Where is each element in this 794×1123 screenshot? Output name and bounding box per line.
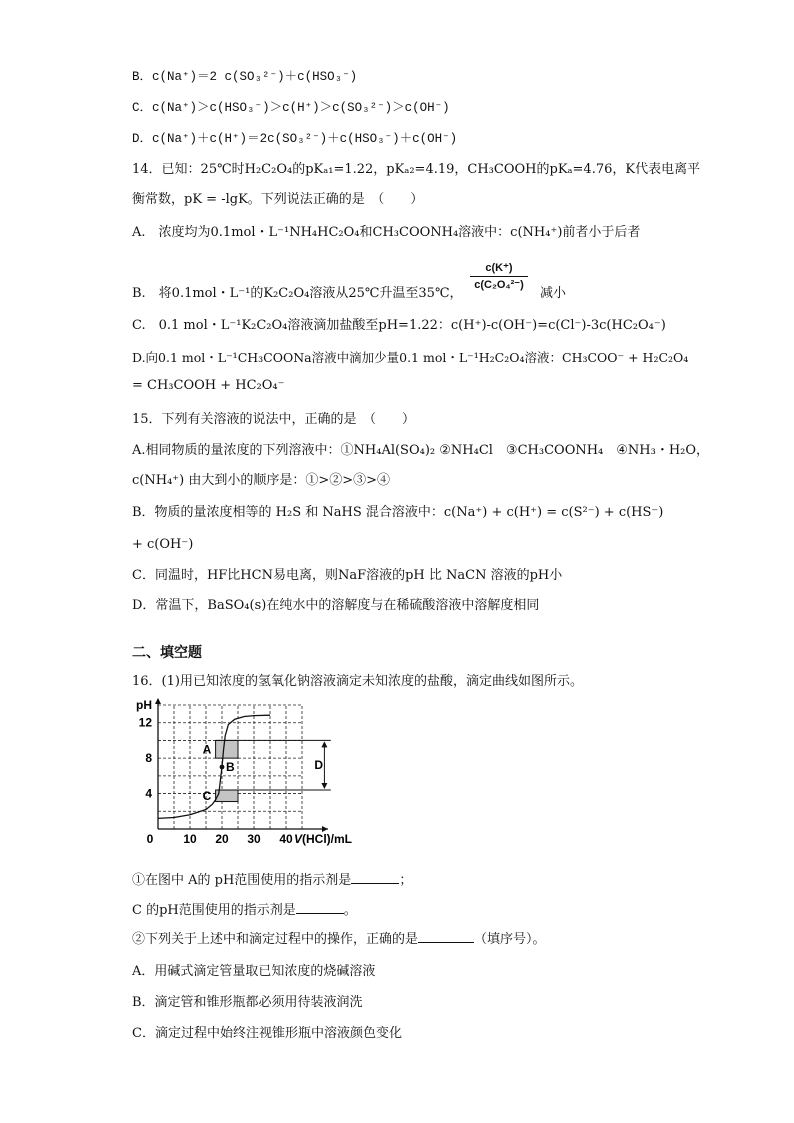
y-tick-label: 12 xyxy=(138,715,152,730)
y-tick-label: 8 xyxy=(145,751,152,766)
q15-option-a-line2: c(NH₄⁺) 由大到小的顺序是：①>②>③>④ xyxy=(132,473,391,488)
point-b-marker xyxy=(220,765,225,770)
y-tick-label: 4 xyxy=(145,786,152,801)
q16-part1-a-text: ①在图中 A的 pH范围使用的指示剂是 xyxy=(132,873,352,888)
y-axis-label: pH xyxy=(136,698,152,712)
q16-part2-text: ②下列关于上述中和滴定过程中的操作，正确的是 xyxy=(132,932,419,947)
q16-option-b: B．滴定管和锥形瓶都必须用待装液润洗 xyxy=(132,995,363,1010)
section-heading: 二、填空题 xyxy=(132,645,202,661)
q16-part1-c-end: 。 xyxy=(343,903,357,918)
q13-option-b: B．c(Na⁺)＝2 c(SO₃²⁻)＋c(HSO₃⁻) xyxy=(132,70,358,84)
x-axis-label: V(HCl)/mL xyxy=(294,832,353,846)
q15-option-d: D．常温下，BaSO₄(s)在纯水中的溶解度与在稀硫酸溶液中溶解度相同 xyxy=(132,598,540,613)
x-tick-label: 20 xyxy=(215,832,229,846)
x-tick-label: 40 xyxy=(279,832,293,846)
fraction-bar xyxy=(470,276,528,277)
y-axis-arrow xyxy=(155,698,161,704)
q16-part1-a xyxy=(132,873,412,889)
x-tick-label: 30 xyxy=(247,832,261,846)
range-d-label: D xyxy=(314,758,324,773)
region-a xyxy=(216,740,238,758)
q14-option-c: C. 0.1 mol・L⁻¹K₂C₂O₄溶液滴加盐酸至pH=1.22：c(H⁺)-c(OH⁻)=c(Cl⁻)-3c(HC₂O₄⁻) xyxy=(132,318,666,333)
q16-part1-c-text: C 的pH范围使用的指示剂是 xyxy=(132,903,296,918)
fraction-numerator: c(K⁺) xyxy=(485,262,513,274)
q15-option-c: C．同温时，HF比HCN易电离，则NaF溶液的pH 比 NaCN 溶液的pH小 xyxy=(132,568,563,583)
x-axis-label-variable: V xyxy=(294,832,303,846)
q16-option-c: C．滴定过程中始终注视锥形瓶中溶液颜色变化 xyxy=(132,1026,402,1041)
region-c-label: C xyxy=(202,788,212,803)
fraction-denominator: c(C₂O₄²⁻) xyxy=(474,279,524,291)
region-a-label: A xyxy=(202,742,212,757)
q14-stem-line1: 14．已知：25℃时H₂C₂O₄的pKₐ₁=1.22，pKₐ₂=4.19，CH₃COOH的pKₐ=4.76，K代表电离平 xyxy=(132,162,701,177)
answer-blank-2[interactable] xyxy=(418,932,474,943)
answer-blank-a[interactable] xyxy=(351,873,399,884)
q14-stem-line2: 衡常数，pK = -lgK。下列说法正确的是 （ ） xyxy=(132,192,424,207)
q14-option-d-line2: = CH₃COOH + HC₂O₄⁻ xyxy=(132,378,285,393)
q16-stem: 16．(1)用已知浓度的氢氧化钠溶液滴定未知浓度的盐酸，滴定曲线如图所示。 xyxy=(132,674,583,689)
answer-blank-c[interactable] xyxy=(296,903,344,914)
q16-option-a: A．用碱式滴定管量取已知浓度的烧碱溶液 xyxy=(132,964,376,979)
point-b-label: B xyxy=(226,760,235,774)
ratio-fraction xyxy=(468,261,530,292)
titration-chart-svg xyxy=(130,697,365,862)
q14-option-a: A. 浓度均为0.1mol・L⁻¹NH₄HC₂O₄和CH₃COONH₄溶液中：c(NH₄⁺)前者小于后者 xyxy=(132,225,641,240)
q16-part1-a-end: ； xyxy=(399,873,413,888)
x-tick-label: 10 xyxy=(183,832,197,846)
q13-option-c: C．c(Na⁺)＞c(HSO₃⁻)＞c(H⁺)＞c(SO₃²⁻)＞c(OH⁻) xyxy=(132,101,450,115)
range-d-arrow-up xyxy=(321,741,327,747)
q15-option-b-line1: B．物质的量浓度相等的 H₂S 和 NaHS 混合溶液中：c(Na⁺) + c(H⁺) = c(S²⁻) + c(HS⁻) xyxy=(132,505,664,520)
q14-option-d-line1: D.向0.1 mol・L⁻¹CH₃COONa溶液中滴加少量0.1 mol・L⁻¹H₂C₂O₄溶液：CH₃COO⁻ + H₂C₂O₄ xyxy=(132,350,689,365)
q15-option-b-line2: + c(OH⁻) xyxy=(132,537,194,552)
titration-curve xyxy=(158,715,270,818)
q14-option-b-suffix: 减小 xyxy=(540,286,567,301)
titration-chart xyxy=(130,697,365,866)
origin-label: 0 xyxy=(146,832,154,846)
q15-option-a-line1: A.相同物质的量浓度的下列溶液中：①NH₄Al(SO₄)₂ ②NH₄Cl ③CH₃COONH₄ ④NH₃・H₂O， xyxy=(132,443,710,458)
q16-part1-c xyxy=(132,903,357,919)
q16-part2-end: （填序号）。 xyxy=(474,932,546,947)
q13-option-d: D．c(Na⁺)＋c(H⁺)＝2c(SO₃²⁻)＋c(HSO₃⁻)＋c(OH⁻) xyxy=(132,132,458,146)
q14-option-b-prefix: B. 将0.1mol・L⁻¹的K₂C₂O₄溶液从25℃升温至35℃， xyxy=(132,286,463,301)
range-d-arrow-down xyxy=(321,783,327,789)
q16-part2 xyxy=(132,932,546,948)
q15-stem: 15．下列有关溶液的说法中，正确的是 （ ） xyxy=(132,412,416,427)
